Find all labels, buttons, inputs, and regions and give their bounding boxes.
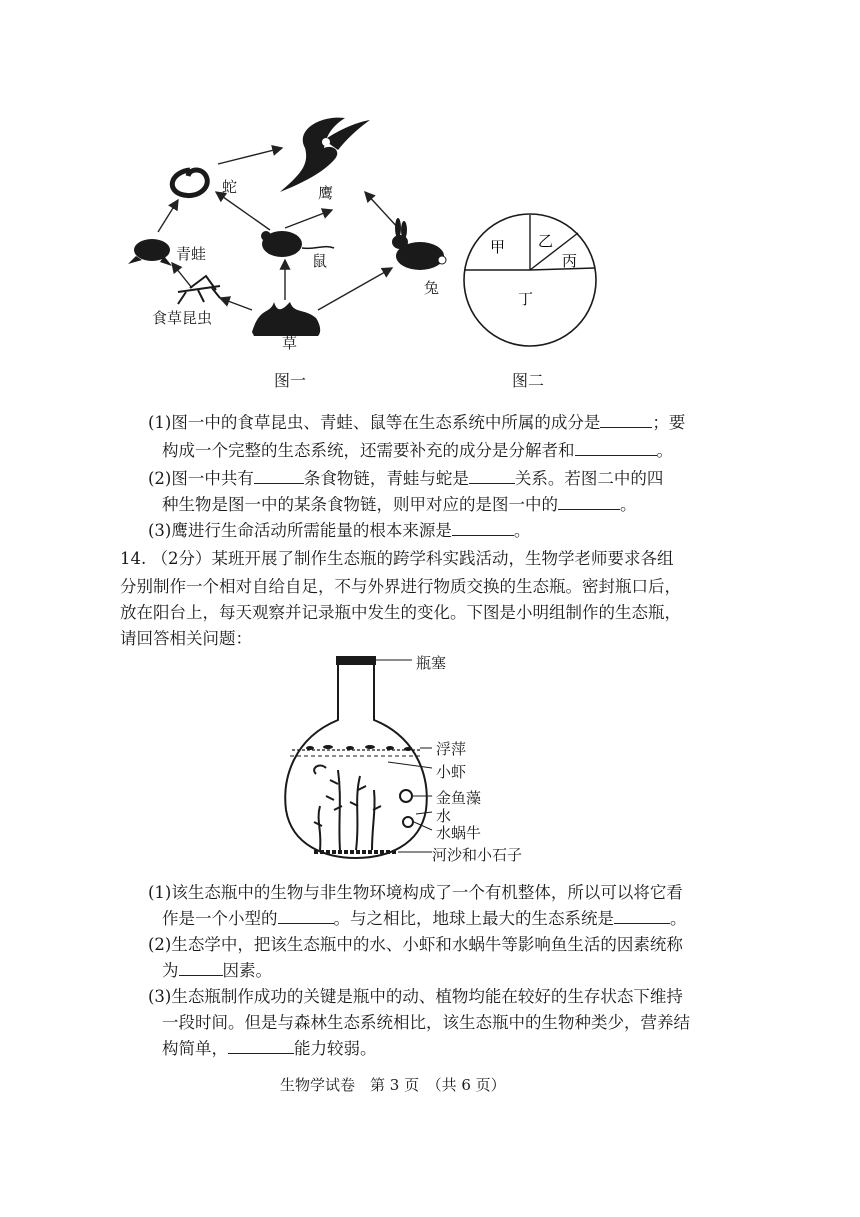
- eagle-icon: [280, 118, 370, 192]
- q14-part2-line2: 为 因素。: [162, 961, 272, 980]
- q14-intro-line3: 放在阳台上，每天观察并记录瓶中发生的变化。下图是小明组制作的生态瓶，: [120, 603, 681, 622]
- pie-label-ding: 丁: [518, 290, 534, 308]
- snake-icon: [172, 170, 207, 196]
- q13-part2-line2: 种生物是图一中的某条食物链，则甲对应的是图一中的 。: [162, 495, 637, 514]
- label-eagle: 鹰: [318, 184, 334, 202]
- label-frog: 青蛙: [176, 245, 207, 263]
- label-algae: 金鱼藻: [436, 789, 482, 807]
- insect-icon: [178, 276, 220, 304]
- figure2-caption: 图二: [512, 371, 545, 390]
- label-sand: 河沙和小石子: [432, 846, 523, 864]
- bottle-stopper: [336, 656, 376, 665]
- label-grass: 草: [282, 334, 298, 352]
- label-water: 水: [436, 807, 452, 825]
- page-footer: 生物学试卷 第 3 页 （共 6 页）: [280, 1076, 506, 1094]
- shrimp: [314, 766, 326, 774]
- q14-intro-line1: 14. （2分）某班开展了制作生态瓶的跨学科实践活动，生物学老师要求各组: [120, 549, 674, 568]
- label-stopper: 瓶塞: [416, 654, 447, 672]
- bottle-outline: [285, 665, 426, 858]
- q13-part1-line1: (1)图一中的食草昆虫、青蛙、鼠等在生态系统中所属的成分是 ；要: [148, 413, 686, 432]
- q14-part1-line1: (1)该生态瓶中的生物与非生物环境构成了一个有机整体，所以可以将它看: [148, 883, 683, 902]
- frog-icon: [128, 239, 172, 266]
- q13-part1-line2: 构成一个完整的生态系统，还需要补充的成分是分解者和 。: [162, 441, 673, 460]
- figure1-caption: 图一: [274, 371, 307, 390]
- q14-part1-line2: 作是一个小型的 。与之相比，地球上最大的生态系统是 。: [162, 909, 687, 928]
- eco-bottle-figure: [280, 650, 540, 870]
- q14-part2-line1: (2)生态学中，把该生态瓶中的水、小虾和水蜗牛等影响鱼生活的因素统称: [148, 935, 683, 954]
- q14-intro-line4: 请回答相关问题：: [120, 629, 252, 648]
- algae: [314, 770, 381, 850]
- q13-part2-line1: (2)图一中共有 条食物链，青蛙与蛇是 关系。若图二中的四: [148, 469, 664, 488]
- pie-label-yi: 乙: [538, 232, 554, 250]
- label-shrimp: 小虾: [436, 763, 467, 781]
- q14-part3-line2: 一段时间。但是与森林生态系统相比，该生态瓶中的生物种类少，营养结: [162, 1013, 690, 1032]
- snail: [400, 790, 412, 802]
- label-snake: 蛇: [222, 178, 238, 196]
- label-duckweed: 浮萍: [436, 740, 467, 758]
- rabbit-icon: [392, 218, 446, 270]
- label-insect: 食草昆虫: [152, 309, 213, 327]
- q13-part3: (3)鹰进行生命活动所需能量的根本来源是 。: [148, 521, 531, 540]
- label-mouse: 鼠: [312, 252, 328, 270]
- q14-part3-line3: 构简单， 能力较弱。: [162, 1039, 377, 1058]
- q14-part3-line1: (3)生态瓶制作成功的关键是瓶中的动、植物均能在较好的生存状态下维持: [148, 987, 683, 1006]
- pie-label-jia: 甲: [490, 238, 506, 256]
- pie-label-bing: 丙: [562, 252, 578, 270]
- label-snail: 水蜗牛: [436, 824, 482, 842]
- q14-intro-line2: 分别制作一个相对自给自足，不与外界进行物质交换的生态瓶。密封瓶口后，: [120, 577, 681, 596]
- label-rabbit: 兔: [424, 279, 440, 297]
- grass-icon: [252, 302, 320, 336]
- pie-figure: [460, 210, 600, 350]
